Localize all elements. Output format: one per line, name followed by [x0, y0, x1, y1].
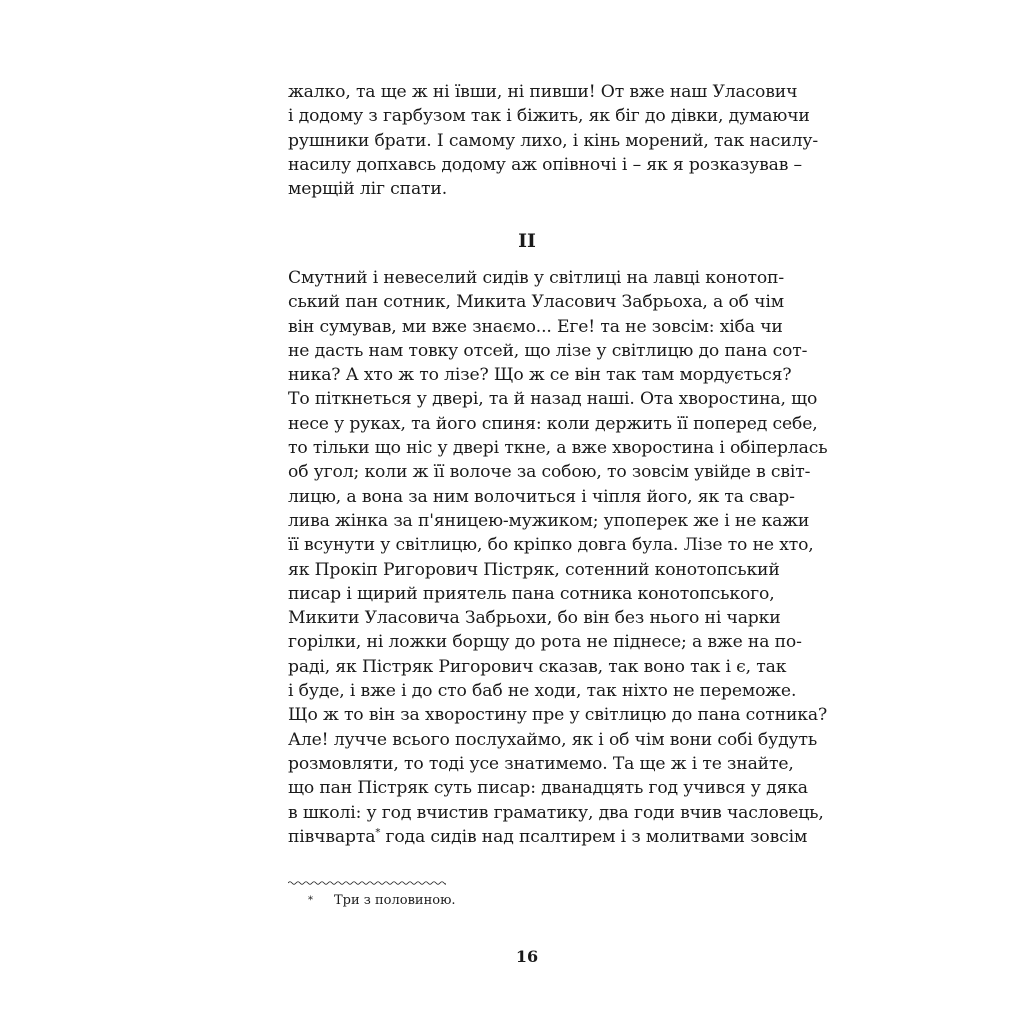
text-line: рушники брати. І самому лихо, і кінь морений, так насилу- [288, 130, 818, 151]
text-line: в школі: у год вчистив граматику, два годи вчив часловець, [288, 802, 824, 823]
text-line: лива жінка за п'яницею-мужиком; упоперек же і не кажи [288, 510, 810, 531]
text-line: жалко, та ще ж ні ївши, ні пивши! От вже наш Уласович [288, 82, 798, 102]
text-fragment: півчварта [288, 826, 376, 847]
text-line: раді, як Пістряк Ригорович сказав, так воно так і є, так [288, 656, 787, 677]
text-line: то тільки що ніс у двері ткне, а вже хворостина і обіперлась [288, 438, 828, 459]
text-line: і додому з гарбузом так і біжить, як біг до дівки, думаючи [288, 106, 810, 127]
footnote-reference-mark: * [375, 827, 381, 839]
page-number: 16 [515, 947, 539, 966]
book-page [288, 0, 828, 1024]
footnote-mark: * [308, 895, 313, 906]
text-line: не дасть нам товку отсей, що лізе у світлицю до пана сот- [288, 340, 808, 361]
text-line: Смутний і невеселий сидів у світлиці на лавці конотоп- [288, 268, 785, 288]
text-line: лицю, а вона за ним волочиться і чіпля його, як та свар- [288, 486, 795, 507]
text-line: писар і щирий приятель пана сотника конотопського, [288, 583, 775, 604]
text-line-with-footnote-ref [288, 825, 808, 849]
text-line: Що ж то він за хворостину пре у світлицю до пана сотника? [288, 705, 828, 726]
text-line: що пан Пістряк суть писар: дванадцять год учився у дяка [288, 778, 808, 799]
text-line: То піткнеться у двері, та й назад наші. Ота хворостина, що [288, 389, 818, 410]
text-line: несе у руках, та його спиня: коли держить її поперед себе, [288, 413, 818, 434]
text-line: насилу допхавсь додому аж опівночі і – як я розказував – [288, 154, 802, 175]
text-line: горілки, ні ложки борщу до рота не піднесе; а вже на по- [288, 632, 802, 653]
text-line: мерщій ліг спати. [288, 179, 448, 200]
text-line: як Прокіп Ригорович Пістряк, сотенний конотопський [288, 559, 780, 580]
intro-paragraph [288, 80, 818, 201]
text-line: Микити Уласовича Забрьохи, бо він без нього ні чарки [288, 608, 781, 629]
text-line: ника? А хто ж то лізе? Що ж се він так там мордується? [288, 365, 792, 386]
footnote-wavy-rule [288, 880, 446, 886]
text-line: об угол; коли ж її волоче за собою, то зовсім увійде в світ- [288, 462, 811, 483]
text-fragment: года сидів над псалтирем і з молитвами зовсім [380, 826, 808, 847]
footnote-text: Три з половиною. [334, 893, 456, 908]
text-line: він сумував, ми вже знаємо... Еге! та не зовсім: хіба чи [288, 316, 783, 337]
text-line: Але! лучче всього послухаймо, як і об чім вони собі будуть [288, 729, 818, 750]
text-line: розмовляти, то тоді усе знатимемо. Та ще ж і те знайте, [288, 753, 794, 774]
text-line: і буде, і вже і до сто баб не ходи, так ніхто не переможе. [288, 681, 797, 702]
body-paragraph [288, 266, 828, 849]
footnote [308, 893, 456, 909]
chapter-heading: II [518, 230, 536, 252]
text-line: ський пан сотник, Микита Уласович Забрьоха, а об чім [288, 292, 784, 313]
text-line: її всунути у світлицю, бо кріпко довга була. Лізе то не хто, [288, 535, 814, 556]
